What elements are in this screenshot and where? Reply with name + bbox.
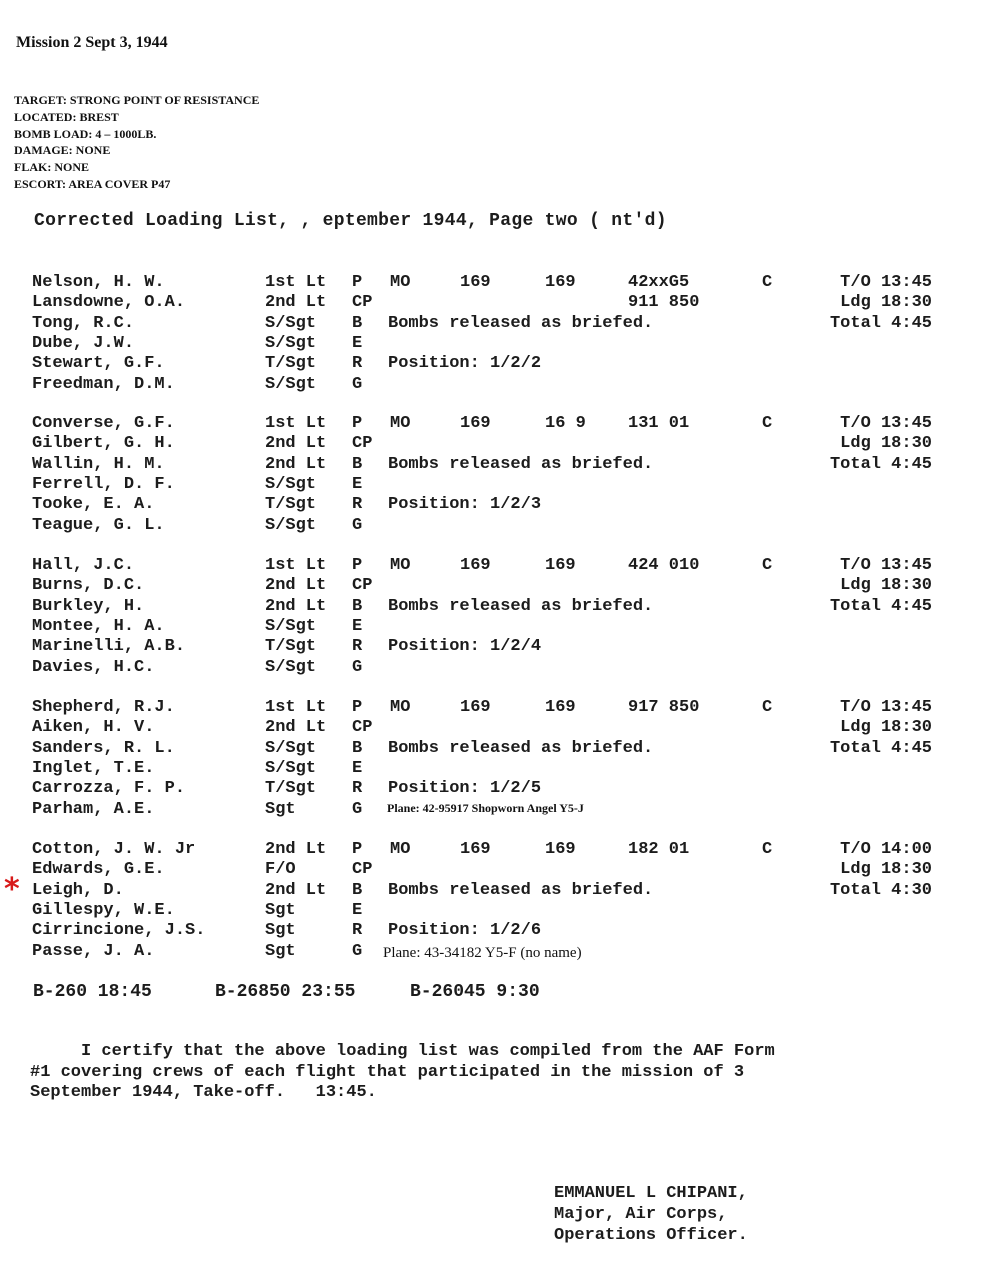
crew-member-row bbox=[0, 759, 998, 779]
crew-member-position: R bbox=[352, 921, 363, 941]
crew-member-position: P bbox=[352, 414, 363, 433]
crew-member-rank: 2nd Lt bbox=[265, 718, 327, 738]
crew-member-row bbox=[0, 881, 998, 901]
location-line: LOCATED: BREST bbox=[14, 109, 119, 124]
crew-member-rank: 1st Lt bbox=[265, 414, 327, 433]
status-code: C bbox=[762, 698, 773, 717]
crew-member-rank: S/Sgt bbox=[265, 616, 317, 636]
crew-member-position: G bbox=[352, 941, 363, 961]
formation-position: Position: 1/2/3 bbox=[388, 495, 542, 515]
crew-member-rank: S/Sgt bbox=[265, 738, 317, 758]
escort-line: ESCORT: AREA COVER P47 bbox=[14, 176, 171, 191]
crew-member-position: B bbox=[352, 738, 363, 758]
crew-member-row bbox=[0, 617, 998, 637]
crew-member-row bbox=[0, 314, 998, 334]
flak-line: FLAK: NONE bbox=[14, 160, 89, 175]
crew-member-name: Carrozza, F. P. bbox=[32, 779, 186, 799]
crew-member-position: P bbox=[352, 840, 363, 859]
status-code: C bbox=[762, 273, 773, 292]
crew-member-row bbox=[0, 273, 998, 293]
target-info bbox=[14, 92, 259, 193]
mission-code: MO bbox=[390, 273, 411, 292]
total-time: Total 4:45 bbox=[829, 313, 932, 333]
crew-member-name: Cirrincione, J.S. bbox=[32, 921, 206, 941]
crew-member-row bbox=[0, 293, 998, 313]
aircraft-serial-2: 911 850 bbox=[628, 293, 700, 313]
crew-member-rank: Sgt bbox=[265, 900, 296, 920]
summary-entry: B-26045 9:30 bbox=[410, 982, 540, 1002]
squadron-number: 169 bbox=[545, 556, 576, 575]
signature-rank: Major, Air Corps, bbox=[554, 1205, 728, 1224]
crew-member-rank: S/Sgt bbox=[265, 758, 317, 778]
bombs-note: Bombs released as briefed. bbox=[388, 596, 654, 616]
crew-member-row bbox=[0, 475, 998, 495]
crew-member-position: P bbox=[352, 273, 363, 292]
crew-member-row bbox=[0, 414, 998, 434]
crew-member-name: Montee, H. A. bbox=[32, 616, 165, 636]
group-number: 169 bbox=[460, 698, 491, 717]
crew-member-position: CP bbox=[352, 718, 373, 738]
crew-member-row bbox=[0, 698, 998, 718]
total-time: Total 4:45 bbox=[829, 454, 932, 474]
crew-member-position: B bbox=[352, 313, 363, 333]
crew-member-name: Shepherd, R.J. bbox=[32, 698, 175, 717]
crew-member-row bbox=[0, 658, 998, 678]
status-code: C bbox=[762, 840, 773, 859]
crew-member-name: Parham, A.E. bbox=[32, 799, 155, 819]
crew-member-position: B bbox=[352, 880, 363, 900]
crew-member-rank: S/Sgt bbox=[265, 515, 317, 535]
takeoff-time: T/O 13:45 bbox=[840, 273, 932, 292]
group-number: 169 bbox=[460, 273, 491, 292]
mission-code: MO bbox=[390, 840, 411, 859]
crew-member-name: Teague, G. L. bbox=[32, 515, 165, 535]
crew-member-row bbox=[0, 354, 998, 374]
crew-member-rank: 2nd Lt bbox=[265, 880, 327, 900]
crew-member-position: G bbox=[352, 515, 363, 535]
crew-member-rank: 2nd Lt bbox=[265, 840, 327, 859]
crew-member-row bbox=[0, 597, 998, 617]
crew-member-row bbox=[0, 334, 998, 354]
squadron-number: 169 bbox=[545, 698, 576, 717]
crew-member-position: G bbox=[352, 799, 363, 819]
crew-member-position: E bbox=[352, 474, 363, 494]
crew-member-rank: 1st Lt bbox=[265, 698, 327, 717]
formation-position: Position: 1/2/6 bbox=[388, 921, 542, 941]
takeoff-time: T/O 13:45 bbox=[840, 556, 932, 575]
crew-member-rank: T/Sgt bbox=[265, 779, 317, 799]
crew-member-rank: S/Sgt bbox=[265, 374, 317, 394]
landing-time: Ldg 18:30 bbox=[840, 576, 932, 596]
crew-member-rank: 2nd Lt bbox=[265, 596, 327, 616]
crew-member-rank: S/Sgt bbox=[265, 657, 317, 677]
target-line: TARGET: STRONG POINT OF RESISTANCE bbox=[14, 93, 260, 107]
crew-member-name: Converse, G.F. bbox=[32, 414, 175, 433]
crew-member-name: Ferrell, D. F. bbox=[32, 474, 175, 494]
crew-member-name: Stewart, G.F. bbox=[32, 354, 165, 374]
mission-code: MO bbox=[390, 414, 411, 433]
crew-member-name: Burkley, H. bbox=[32, 596, 145, 616]
red-asterisk-marker: * bbox=[4, 872, 20, 907]
crew-member-name: Edwards, G.E. bbox=[32, 860, 165, 880]
formation-position: Position: 1/2/4 bbox=[388, 637, 542, 657]
crew-member-rank: S/Sgt bbox=[265, 333, 317, 353]
bombs-note: Bombs released as briefed. bbox=[388, 454, 654, 474]
crew-member-position: G bbox=[352, 657, 363, 677]
summary-entry: B-260 18:45 bbox=[33, 982, 152, 1002]
crew-member-row bbox=[0, 434, 998, 454]
crew-member-name: Inglet, T.E. bbox=[32, 758, 155, 778]
crew-member-name: Dube, J.W. bbox=[32, 333, 135, 353]
crew-member-rank: 1st Lt bbox=[265, 556, 327, 575]
crew-member-rank: Sgt bbox=[265, 941, 296, 961]
crew-member-rank: T/Sgt bbox=[265, 637, 317, 657]
summary-entry: B-26850 23:55 bbox=[215, 982, 356, 1002]
crew-member-row bbox=[0, 921, 998, 941]
crew-member-name: Wallin, H. M. bbox=[32, 454, 165, 474]
takeoff-time: T/O 13:45 bbox=[840, 414, 932, 433]
crew-member-rank: 2nd Lt bbox=[265, 576, 327, 596]
crew-member-position: CP bbox=[352, 576, 373, 596]
total-time: Total 4:30 bbox=[829, 880, 932, 900]
crew-member-rank: Sgt bbox=[265, 921, 296, 941]
crew-member-rank: 2nd Lt bbox=[265, 293, 327, 313]
crew-member-row bbox=[0, 840, 998, 860]
crew-member-row bbox=[0, 556, 998, 576]
crew-member-position: R bbox=[352, 637, 363, 657]
crew-member-name: Gillespy, W.E. bbox=[32, 900, 175, 920]
certification-statement: I certify that the above loading list was compiled from the AAF Form #1 covering crews of each flight that participated in the mission of 3 September 1944, Take-off. 13:45. bbox=[30, 1042, 775, 1102]
landing-time: Ldg 18:30 bbox=[840, 293, 932, 313]
bombs-note: Bombs released as briefed. bbox=[388, 313, 654, 333]
damage-line: DAMAGE: NONE bbox=[14, 143, 111, 158]
crew-member-position: P bbox=[352, 698, 363, 717]
crew-member-position: E bbox=[352, 758, 363, 778]
crew-member-row bbox=[0, 901, 998, 921]
crew-member-position: E bbox=[352, 900, 363, 920]
crew-member-rank: S/Sgt bbox=[265, 313, 317, 333]
crew-member-row bbox=[0, 495, 998, 515]
crew-member-rank: Sgt bbox=[265, 799, 296, 819]
aircraft-serial: 42xxG5 bbox=[628, 273, 690, 292]
crew-member-position: R bbox=[352, 354, 363, 374]
signature-block bbox=[554, 1183, 748, 1246]
crew-member-position: B bbox=[352, 596, 363, 616]
landing-time: Ldg 18:30 bbox=[840, 718, 932, 738]
squadron-number: 169 bbox=[545, 273, 576, 292]
plane-note-crew5: Plane: 43-34182 Y5-F (no name) bbox=[383, 945, 582, 961]
bomb-load-line: BOMB LOAD: 4 – 1000LB. bbox=[14, 126, 157, 141]
group-number: 169 bbox=[460, 414, 491, 433]
aircraft-serial: 182 01 bbox=[628, 840, 690, 859]
bombs-note: Bombs released as briefed. bbox=[388, 880, 654, 900]
signature-title: Operations Officer. bbox=[554, 1226, 748, 1245]
crew-member-name: Sanders, R. L. bbox=[32, 738, 175, 758]
crew-member-row bbox=[0, 455, 998, 475]
mission-title: Mission 2 Sept 3, 1944 bbox=[16, 34, 168, 51]
crew-member-position: E bbox=[352, 616, 363, 636]
crew-member-position: CP bbox=[352, 434, 373, 454]
crew-member-name: Lansdowne, O.A. bbox=[32, 293, 186, 313]
formation-position: Position: 1/2/2 bbox=[388, 354, 542, 374]
crew-member-position: R bbox=[352, 495, 363, 515]
group-number: 169 bbox=[460, 840, 491, 859]
crew-member-position: B bbox=[352, 454, 363, 474]
takeoff-time: T/O 14:00 bbox=[840, 840, 932, 859]
squadron-number: 16 9 bbox=[545, 414, 586, 433]
total-time: Total 4:45 bbox=[829, 738, 932, 758]
landing-time: Ldg 18:30 bbox=[840, 434, 932, 454]
status-code: C bbox=[762, 414, 773, 433]
crew-member-row bbox=[0, 637, 998, 657]
crew-member-position: CP bbox=[352, 860, 373, 880]
aircraft-summary bbox=[0, 982, 998, 1006]
crew-member-row bbox=[0, 739, 998, 759]
crew-member-row bbox=[0, 576, 998, 596]
status-code: C bbox=[762, 556, 773, 575]
bombs-note: Bombs released as briefed. bbox=[388, 738, 654, 758]
squadron-number: 169 bbox=[545, 840, 576, 859]
mission-code: MO bbox=[390, 556, 411, 575]
group-number: 169 bbox=[460, 556, 491, 575]
crew-member-name: Nelson, H. W. bbox=[32, 273, 165, 292]
crew-member-rank: 2nd Lt bbox=[265, 454, 327, 474]
crew-member-rank: T/Sgt bbox=[265, 495, 317, 515]
aircraft-serial: 424 010 bbox=[628, 556, 700, 575]
crew-member-name: Gilbert, G. H. bbox=[32, 434, 175, 454]
aircraft-serial: 131 01 bbox=[628, 414, 690, 433]
loading-list-title: Corrected Loading List, , eptember 1944, Page two ( nt'd) bbox=[34, 211, 667, 231]
plane-note-crew4: Plane: 42-95917 Shopworn Angel Y5-J bbox=[387, 801, 584, 815]
crew-member-name: Freedman, D.M. bbox=[32, 374, 175, 394]
crew-member-name: Davies, H.C. bbox=[32, 657, 155, 677]
crew-member-position: G bbox=[352, 374, 363, 394]
takeoff-time: T/O 13:45 bbox=[840, 698, 932, 717]
crew-member-name: Burns, D.C. bbox=[32, 576, 145, 596]
crew-member-row bbox=[0, 375, 998, 395]
crew-member-rank: F/O bbox=[265, 860, 296, 880]
signature-name: EMMANUEL L CHIPANI, bbox=[554, 1184, 748, 1203]
total-time: Total 4:45 bbox=[829, 596, 932, 616]
crew-member-position: P bbox=[352, 556, 363, 575]
crew-member-rank: 2nd Lt bbox=[265, 434, 327, 454]
crew-member-row bbox=[0, 516, 998, 536]
crew-member-name: Passe, J. A. bbox=[32, 941, 155, 961]
crew-member-position: CP bbox=[352, 293, 373, 313]
crew-member-name: Tong, R.C. bbox=[32, 313, 135, 333]
crew-member-row bbox=[0, 718, 998, 738]
mission-code: MO bbox=[390, 698, 411, 717]
crew-member-name: Tooke, E. A. bbox=[32, 495, 155, 515]
crew-member-name: Hall, J.C. bbox=[32, 556, 135, 575]
crew-member-name: Leigh, D. bbox=[32, 880, 124, 900]
crew-member-row bbox=[0, 860, 998, 880]
crew-member-position: R bbox=[352, 779, 363, 799]
crew-member-name: Cotton, J. W. Jr bbox=[32, 840, 196, 859]
crew-member-name: Marinelli, A.B. bbox=[32, 637, 186, 657]
landing-time: Ldg 18:30 bbox=[840, 860, 932, 880]
crew-member-rank: T/Sgt bbox=[265, 354, 317, 374]
formation-position: Position: 1/2/5 bbox=[388, 779, 542, 799]
crew-member-row bbox=[0, 779, 998, 799]
aircraft-serial: 917 850 bbox=[628, 698, 700, 717]
crew-member-name: Aiken, H. V. bbox=[32, 718, 155, 738]
crew-member-rank: S/Sgt bbox=[265, 474, 317, 494]
crew-member-rank: 1st Lt bbox=[265, 273, 327, 292]
crew-member-position: E bbox=[352, 333, 363, 353]
